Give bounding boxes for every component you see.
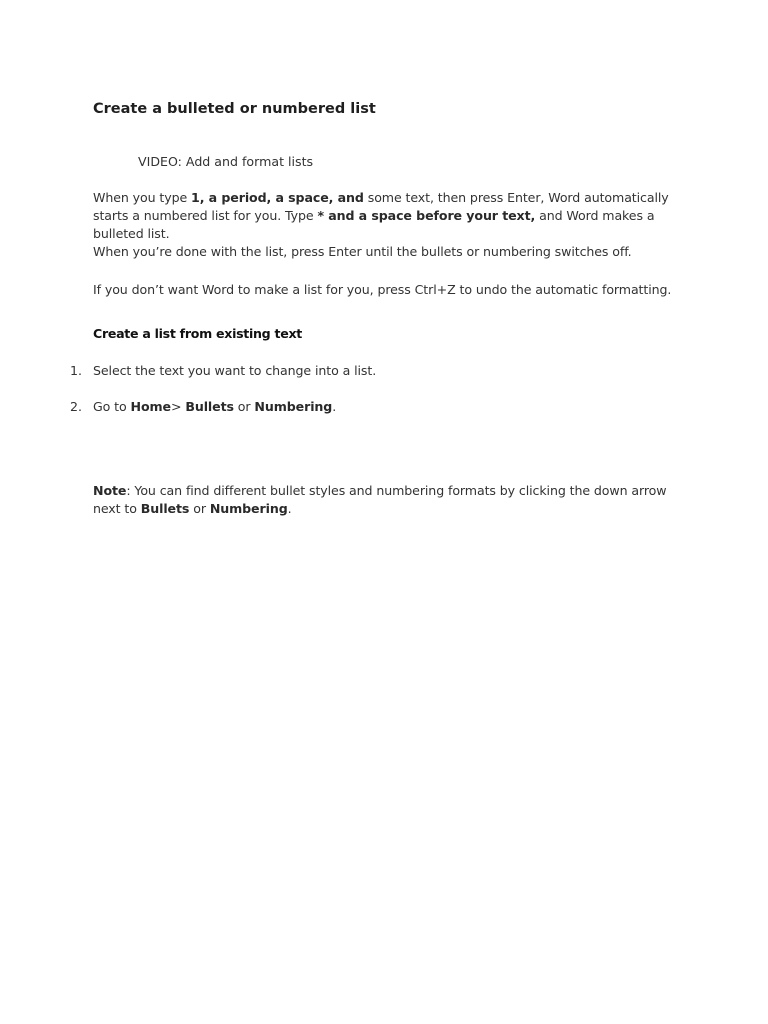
note-paragraph — [93, 482, 693, 518]
text-run: and Word makes a bulleted list. — [93, 208, 655, 241]
section-heading: Create a list from existing text — [93, 326, 302, 341]
text-run: : You can find different bullet styles and numbering formats by clicking the down arrow next to — [93, 483, 667, 516]
text-run: Go to — [93, 399, 131, 414]
bold-text-run: * and a space before your text, — [317, 208, 536, 223]
bold-text-run: 1, a period, a space, and — [191, 190, 364, 205]
paragraph-auto-list — [93, 189, 693, 243]
page-title: Create a bulleted or numbered list — [93, 101, 376, 117]
bold-text-run: Numbering — [209, 501, 288, 516]
text-run: or — [233, 399, 255, 414]
text-run: . — [332, 399, 337, 414]
text-run: > — [170, 399, 186, 414]
bold-text-run: Home — [130, 399, 171, 414]
text-run: or — [189, 501, 210, 516]
list-number: 1. — [70, 363, 83, 378]
paragraph-undo-formatting: If you don’t want Word to make a list for you, press Ctrl+Z to undo the automatic formatting. — [93, 282, 672, 297]
note-label: Note — [93, 483, 127, 498]
list-item: Select the text you want to change into a list. — [93, 363, 377, 378]
list-number: 2. — [70, 399, 83, 414]
paragraph-done-with-list: When you’re done with the list, press Enter until the bullets or numbering switches off. — [93, 244, 632, 259]
bold-text-run: Numbering — [254, 399, 333, 414]
list-item — [93, 398, 693, 416]
text-run: . — [287, 501, 292, 516]
video-link[interactable]: VIDEO: Add and format lists — [138, 154, 314, 169]
text-run: some text, then press Enter, Word automatically starts a numbered list for you. Type — [93, 190, 669, 223]
text-run: When you type — [93, 190, 192, 205]
bold-text-run: Bullets — [185, 399, 234, 414]
bold-text-run: Bullets — [140, 501, 190, 516]
